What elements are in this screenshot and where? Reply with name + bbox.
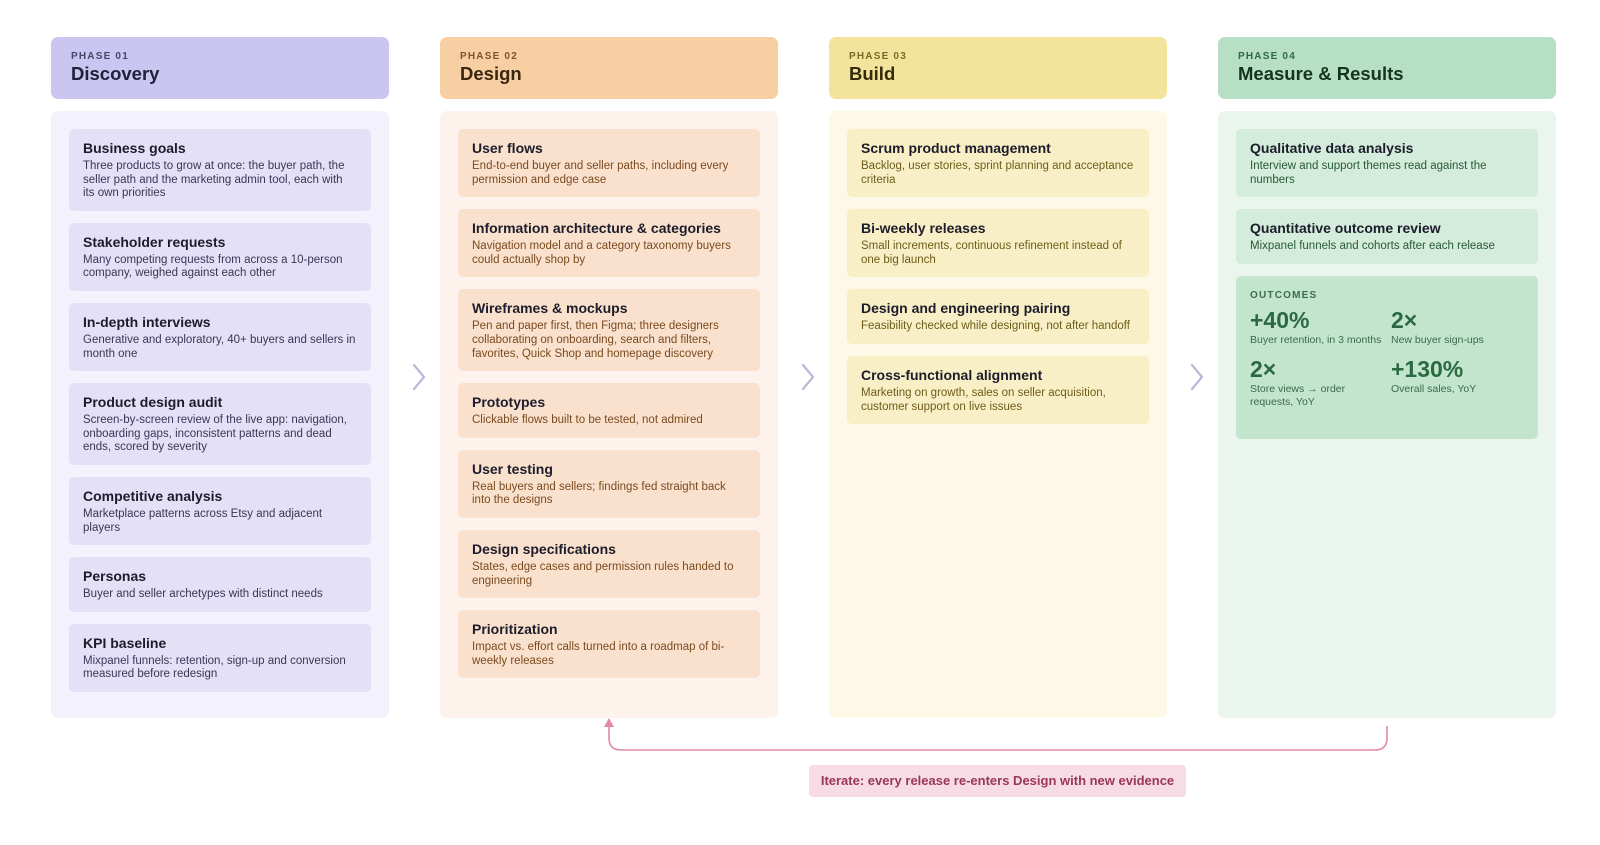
- phase-label: PHASE 02: [460, 51, 518, 62]
- card-title: User flows: [472, 140, 543, 156]
- card-description: Screen-by-screen review of the live app: navigation, onboarding gaps, inconsistent patterns and dead ends, scored by severity: [83, 414, 348, 454]
- card-title: Competitive analysis: [83, 487, 223, 504]
- card-description: Navigation model and a category taxonomy buyers could actually shop by: [472, 240, 731, 266]
- card-title: Design and engineering pairing: [861, 300, 1071, 317]
- card-description: Generative and exploratory, 40+ buyers and sellers in month one: [83, 333, 356, 360]
- phase-label: PHASE 03: [849, 51, 907, 62]
- metric-value: +130%: [1391, 355, 1464, 382]
- phase-title: Design: [460, 63, 522, 84]
- card-description: Marketing on growth, sales on seller acquisition, customer support on live issues: [861, 386, 1106, 413]
- phase-label: PHASE 04: [1238, 51, 1296, 62]
- card-title: Scrum product management: [861, 140, 1051, 156]
- card-title: Qualitative data analysis: [1250, 140, 1414, 156]
- card-title: KPI baseline: [83, 634, 167, 651]
- card-description: Small increments, continuous refinement instead of one big launch: [861, 240, 1122, 266]
- card-description: Feasibility checked while designing, not after handoff: [861, 320, 1130, 333]
- phase-title: Build: [849, 63, 896, 84]
- outcomes-label: OUTCOMES: [1250, 289, 1318, 301]
- card-title: Stakeholder requests: [83, 233, 226, 250]
- card-description: Impact vs. effort calls turned into a roadmap of bi-weekly releases: [472, 641, 725, 667]
- card-title: Prototypes: [472, 394, 546, 411]
- card-description: Buyer and seller archetypes with distinct needs: [83, 588, 323, 601]
- card-title: Quantitative outcome review: [1250, 220, 1441, 237]
- card-description: Mixpanel funnels and cohorts after each release: [1250, 240, 1495, 253]
- card-title: Business goals: [83, 140, 186, 156]
- card-description: Backlog, user stories, sprint planning and acceptance criteria: [861, 160, 1134, 186]
- card-description: Three products to grow at once: the buyer path, the seller path and the marketing admin tool, each with its own priorities: [83, 160, 345, 200]
- card-description: Real buyers and sellers; findings fed straight back into the designs: [472, 480, 726, 507]
- metric-value: 2×: [1250, 355, 1277, 382]
- phase-title: Discovery: [71, 63, 160, 84]
- metric-caption: New buyer sign-ups: [1391, 333, 1484, 346]
- card-title: Wireframes & mockups: [472, 300, 628, 317]
- card-title: Prioritization: [472, 621, 558, 638]
- metric-value: +40%: [1250, 306, 1310, 333]
- metric-caption: Buyer retention, in 3 months: [1250, 333, 1382, 346]
- card-title: In-depth interviews: [83, 313, 211, 330]
- metric-caption: Store views → order requests, YoY: [1250, 382, 1346, 408]
- card-title: User testing: [472, 460, 553, 477]
- card-description: Interview and support themes read against the numbers: [1250, 160, 1487, 186]
- card-description: End-to-end buyer and seller paths, including every permission and edge case: [472, 160, 729, 186]
- card-title: Design specifications: [472, 540, 616, 557]
- card-description: Mixpanel funnels: retention, sign-up and conversion measured before redesign: [83, 654, 346, 681]
- metric-caption: Overall sales, YoY: [1391, 382, 1477, 395]
- iterate-label: Iterate: every release re-enters Design with new evidence: [809, 765, 1186, 797]
- phase-title: Measure & Results: [1238, 63, 1404, 84]
- metric-value: 2×: [1391, 306, 1418, 333]
- card-description: States, edge cases and permission rules handed to engineering: [472, 560, 734, 587]
- card-description: Pen and paper first, then Figma; three designers collaborating on onboarding, search and filters, favorites, Quick Shop and homepage discovery: [472, 320, 719, 360]
- card-description: Many competing requests from across a 10-person company, weighed against each other: [83, 253, 343, 280]
- phase-label: PHASE 01: [71, 51, 129, 62]
- card-title: Information architecture & categories: [472, 220, 721, 237]
- card-description: Clickable flows built to be tested, not admired: [472, 414, 703, 427]
- card-title: Cross-functional alignment: [861, 366, 1043, 383]
- card-title: Product design audit: [83, 394, 223, 411]
- card-title: Personas: [83, 568, 147, 585]
- card-title: Bi-weekly releases: [861, 220, 986, 237]
- card-description: Marketplace patterns across Etsy and adjacent players: [83, 507, 323, 534]
